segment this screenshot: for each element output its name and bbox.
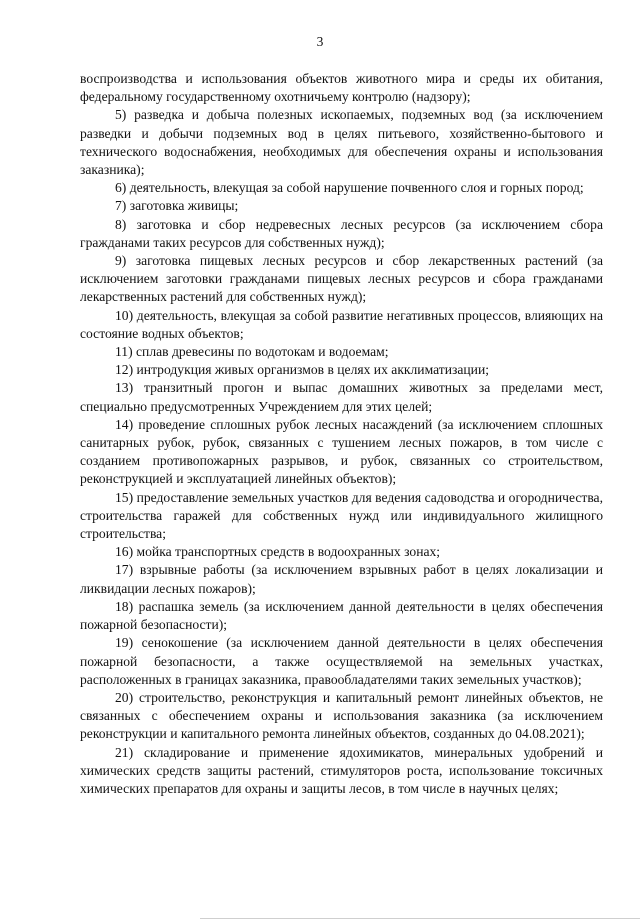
scan-edge-line [200,918,640,919]
paragraph-item-13: 13) транзитный прогон и выпас домашних животных за пределами мест, специально предусмотренных Учреждением для этих целей; [80,380,603,414]
paragraph-item-14: 14) проведение сплошных рубок лесных насаждений (за исключением сплошных санитарных рубок, рубок, связанных с тушением лесных пожаров, в том числе с созданием противопожарных разрывов, и рубок, связанных со строительством, реконструкцией и эксплуатацией линейных объектов); [80,416,603,487]
paragraph-item-9: 9) заготовка пищевых лесных ресурсов и сбор лекарственных растений (за исключением заготовки гражданами пищевых лесных ресурсов и сбора гражданами лекарственных растений для собственных нужд); [80,253,603,305]
paragraph-item-19: 19) сенокошение (за исключением данной деятельности в целях обеспечения пожарной безопасности, а также осуществляемой на земельных участках, расположенных в границах заказника, правообладателями таких земельных участков); [80,635,603,687]
paragraph-item-7: 7) заготовка живицы; [115,198,239,214]
paragraph-item-8: 8) заготовка и сбор недревесных лесных ресурсов (за исключением сбора гражданами таких ресурсов для собственных нужд); [80,216,603,250]
paragraph-item-18: 18) распашка земель (за исключением данной деятельности в целях обеспечения пожарной безопасности); [80,598,603,633]
paragraph-item-15: 15) предоставление земельных участков для ведения садоводства и огородничества, строительства гаражей для собственных нужд или индивидуального жилищного строительства; [80,489,603,542]
paragraph-item-21: 21) складирование и применение ядохимикатов, минеральных удобрений и химических средств защиты растений, стимуляторов роста, использование токсичных химических препаратов для охраны и защиты лесов, в том числе в научных целях; [80,744,603,796]
document-body [80,70,603,798]
paragraph-item-10: 10) деятельность, влекущая за собой развитие негативных процессов, влияющих на состояние водных объектов; [80,307,603,341]
paragraph-item-12: 12) интродукция живых организмов в целях их акклиматизации; [115,362,489,378]
paragraph-item-5: 5) разведка и добыча полезных ископаемых, подземных вод (за исключением разведки и добычи подземных вод в целях питьевого, хозяйственно-бытового и технического водоснабжения, необходимых для обеспечения охраны и использования заказника); [80,107,603,178]
paragraph-continuation: воспроизводства и использования объектов животного мира и среды их обитания, федеральному государственному охотничьему контролю (надзору); [80,71,603,105]
paragraph-item-6: 6) деятельность, влекущая за собой нарушение почвенного слоя и горных пород; [115,180,584,196]
paragraph-item-17: 17) взрывные работы (за исключением взрывных работ в целях локализации и ликвидации лесных пожаров); [80,562,603,596]
paragraph-item-20: 20) строительство, реконструкция и капитальный ремонт линейных объектов, не связанных с обеспечением охраны и использования заказника (за исключением реконструкции и капитального ремонта линейных объектов, созданных до 04.08.2021); [80,689,603,742]
page-number: 3 [316,34,324,49]
paragraph-item-11: 11) сплав древесины по водотокам и водоемам; [115,344,389,360]
paragraph-item-16: 16) мойка транспортных средств в водоохранных зонах; [115,544,441,560]
